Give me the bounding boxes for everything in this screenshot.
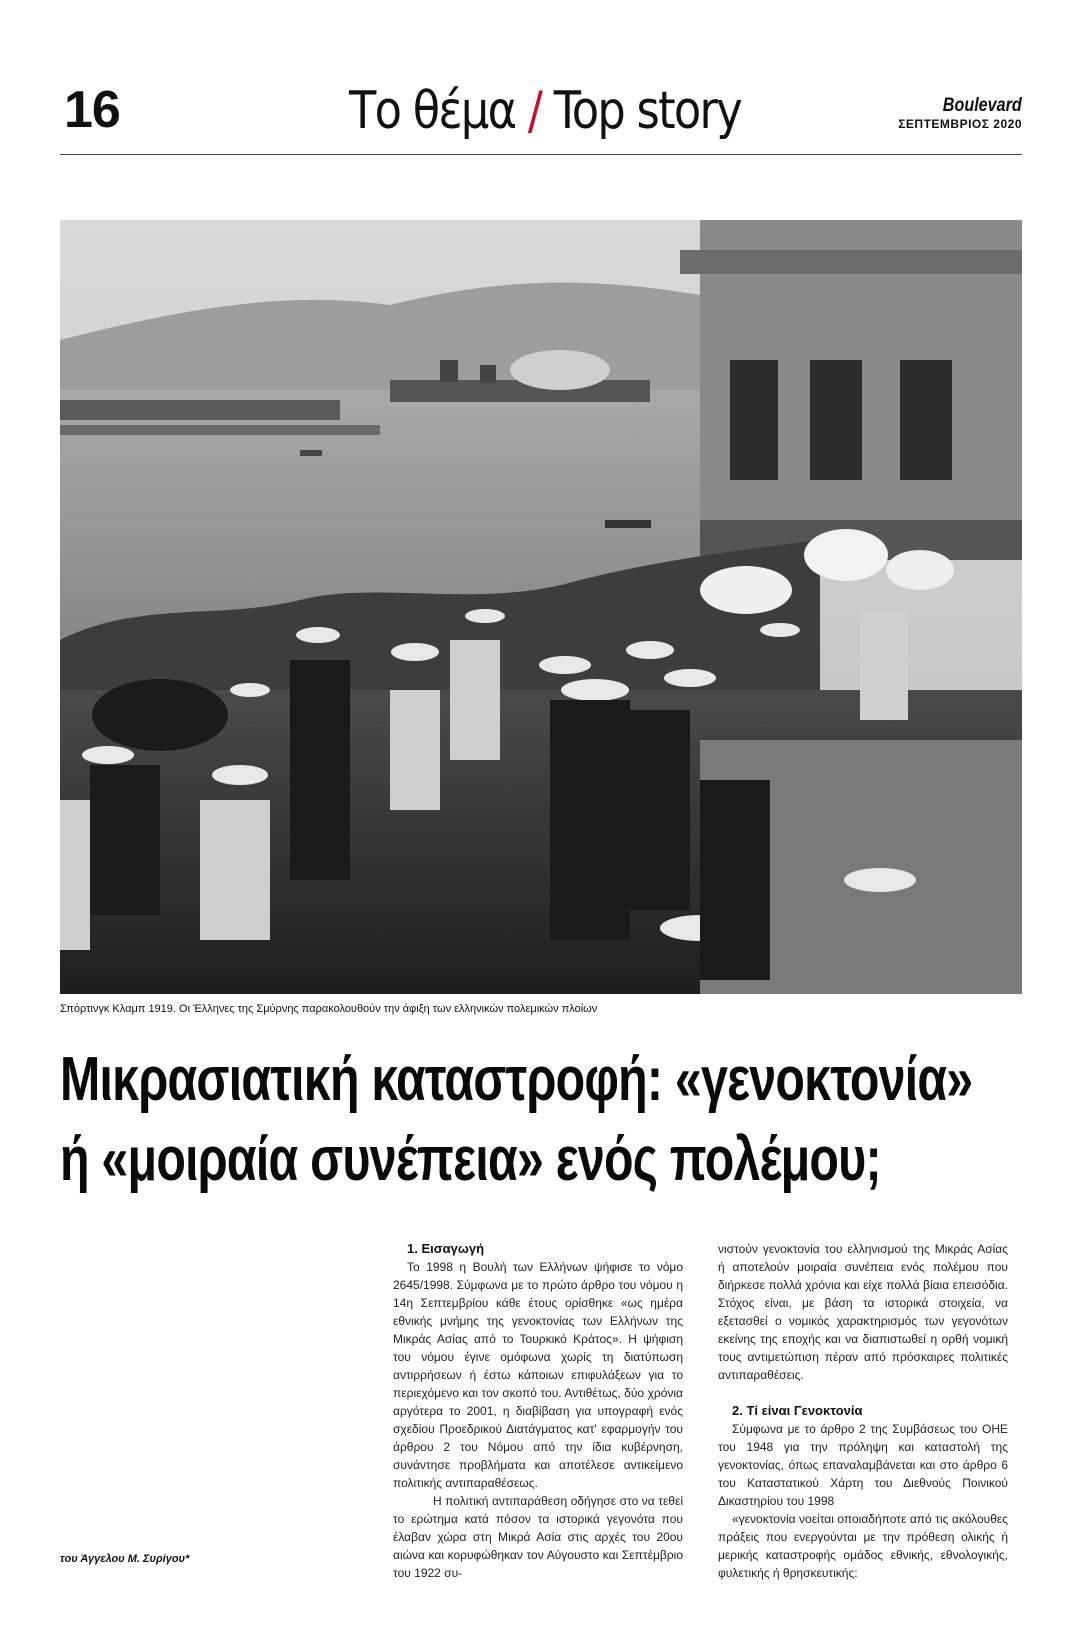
publication-masthead [898, 96, 1022, 132]
section-title-english: Top story [553, 81, 741, 141]
section-title [334, 80, 755, 142]
author-byline: του Άγγελου Μ. Συρίγου* [60, 1553, 190, 1565]
article-paragraph: Το 1998 η Βουλή των Ελλήνων ψήφισε το νόμο 2645/1998. Σύμφωνα με το πρώτο άρθρο του νόμου η 14η Σεπτεμβρίου κάθε έτους ορίσθηκε «ως ημέρα εθνικής μνήμης της γενοκτονίας των Ελλήνων της Μικράς Ασίας από το Τουρκικό Κράτος». Η ψήφιση του νόμου έγινε ομόφωνα χωρίς τη διατύπωση αντιρρήσεων ή έστω κάποιων επιφυλάξεων για το περιεχόμενο και τον σκοπό του. Αντιθέτως, δύο χρόνια αργότερα το 2001, η διαβίβαση για υπογραφή ενός σχεδίου Προεδρικού Διατάγματος κατ' εφαρμογήν του άρθρου 2 του Νόμου από την ίδια κυβέρνηση, συνάντησε προβλήματα και αποτέλεσε αντικείμενο πολιτικής αντιπαραθέσεως. [393, 1260, 683, 1490]
headline-line-2: ή «μοιραία συνέπεια» ενός πολέμου; [60, 1125, 881, 1194]
article-paragraph: Σύμφωνα με το άρθρο 2 της Συμβάσεως του ΟΗΕ του 1948 για την πρόληψη και καταστολή της γενοκτονίας, όπως επαναλαμβάνεται και στο άρθρο 6 του Καταστατικού Χάρτη του Διεθνούς Ποινικού Δικαστηρίου του 1998 [718, 1422, 1008, 1508]
section-title-slash: / [527, 81, 542, 141]
article-headline [60, 1040, 1022, 1200]
article-paragraph: νιστούν γενοκτονία του ελληνισμού της Μικράς Ασίας ή αποτελούν μοιραία συνέπεια ενός πολέμου που διήρκεσε πολλά χρόνια και είχε πολλά βίαια επεισόδια. Στόχος είναι, με βάση τα ιστορικά στοιχεία, να εξετασθεί ο νομικός χαρακτηρισμός των γεγονότων εκείνης της εποχής και να διαπιστωθεί η ορθή νομική τους αντιμετώπιση πέραν από πρόσκαιρες πολιτικές αντιπαραθέσεις. [718, 1242, 1008, 1382]
paragraph-gap [718, 1384, 1008, 1402]
section-title-greek: Το θέμα [349, 81, 516, 141]
article-paragraph: Η πολιτική αντιπαράθεση οδήγησε στο να τεθεί το ερώτημα κατά πόσον τα ιστορικά γεγονότα που έλαβαν χώρα στη Μικρά Ασία στις αρχές του 20ου αιώνα και κορυφώθηκαν τον Αύγουστο και Σεπτέμβριο του 1922 συ- [393, 1494, 683, 1580]
page-number: 16 [64, 81, 120, 139]
article-column-1 [393, 1240, 683, 1582]
photo-illustration [60, 220, 1022, 994]
section-heading-genocide: 2. Τί είναι Γενοκτονία [732, 1403, 863, 1418]
article-column-2 [718, 1240, 1008, 1582]
publication-name: Boulevard [943, 95, 1022, 116]
photo-caption: Σπόρτινγκ Κλαμπ 1919. Οι Έλληνες της Σμύρνης παρακολουθούν την άφιξη των ελληνικών πολεμικών πλοίων [60, 1003, 598, 1015]
issue-date: ΣΕΠΤΕΜΒΡΙΟΣ 2020 [898, 117, 1022, 131]
historical-photo [60, 220, 1022, 994]
section-heading-introduction: 1. Εισαγωγή [407, 1241, 485, 1256]
article-paragraph: «γενοκτονία νοείται οποιαδήποτε από τις ακόλουθες πράξεις που ενεργούνται με την πρόθεση ολικής ή μερικής καταστροφής ομάδος εθνικής, εθνολογικής, φυλετικής ή θρησκευτικής: [718, 1512, 1008, 1580]
headline-line-1: Μικρασιατική καταστροφή: «γενοκτονία» [60, 1045, 973, 1114]
header-divider [60, 154, 1022, 155]
